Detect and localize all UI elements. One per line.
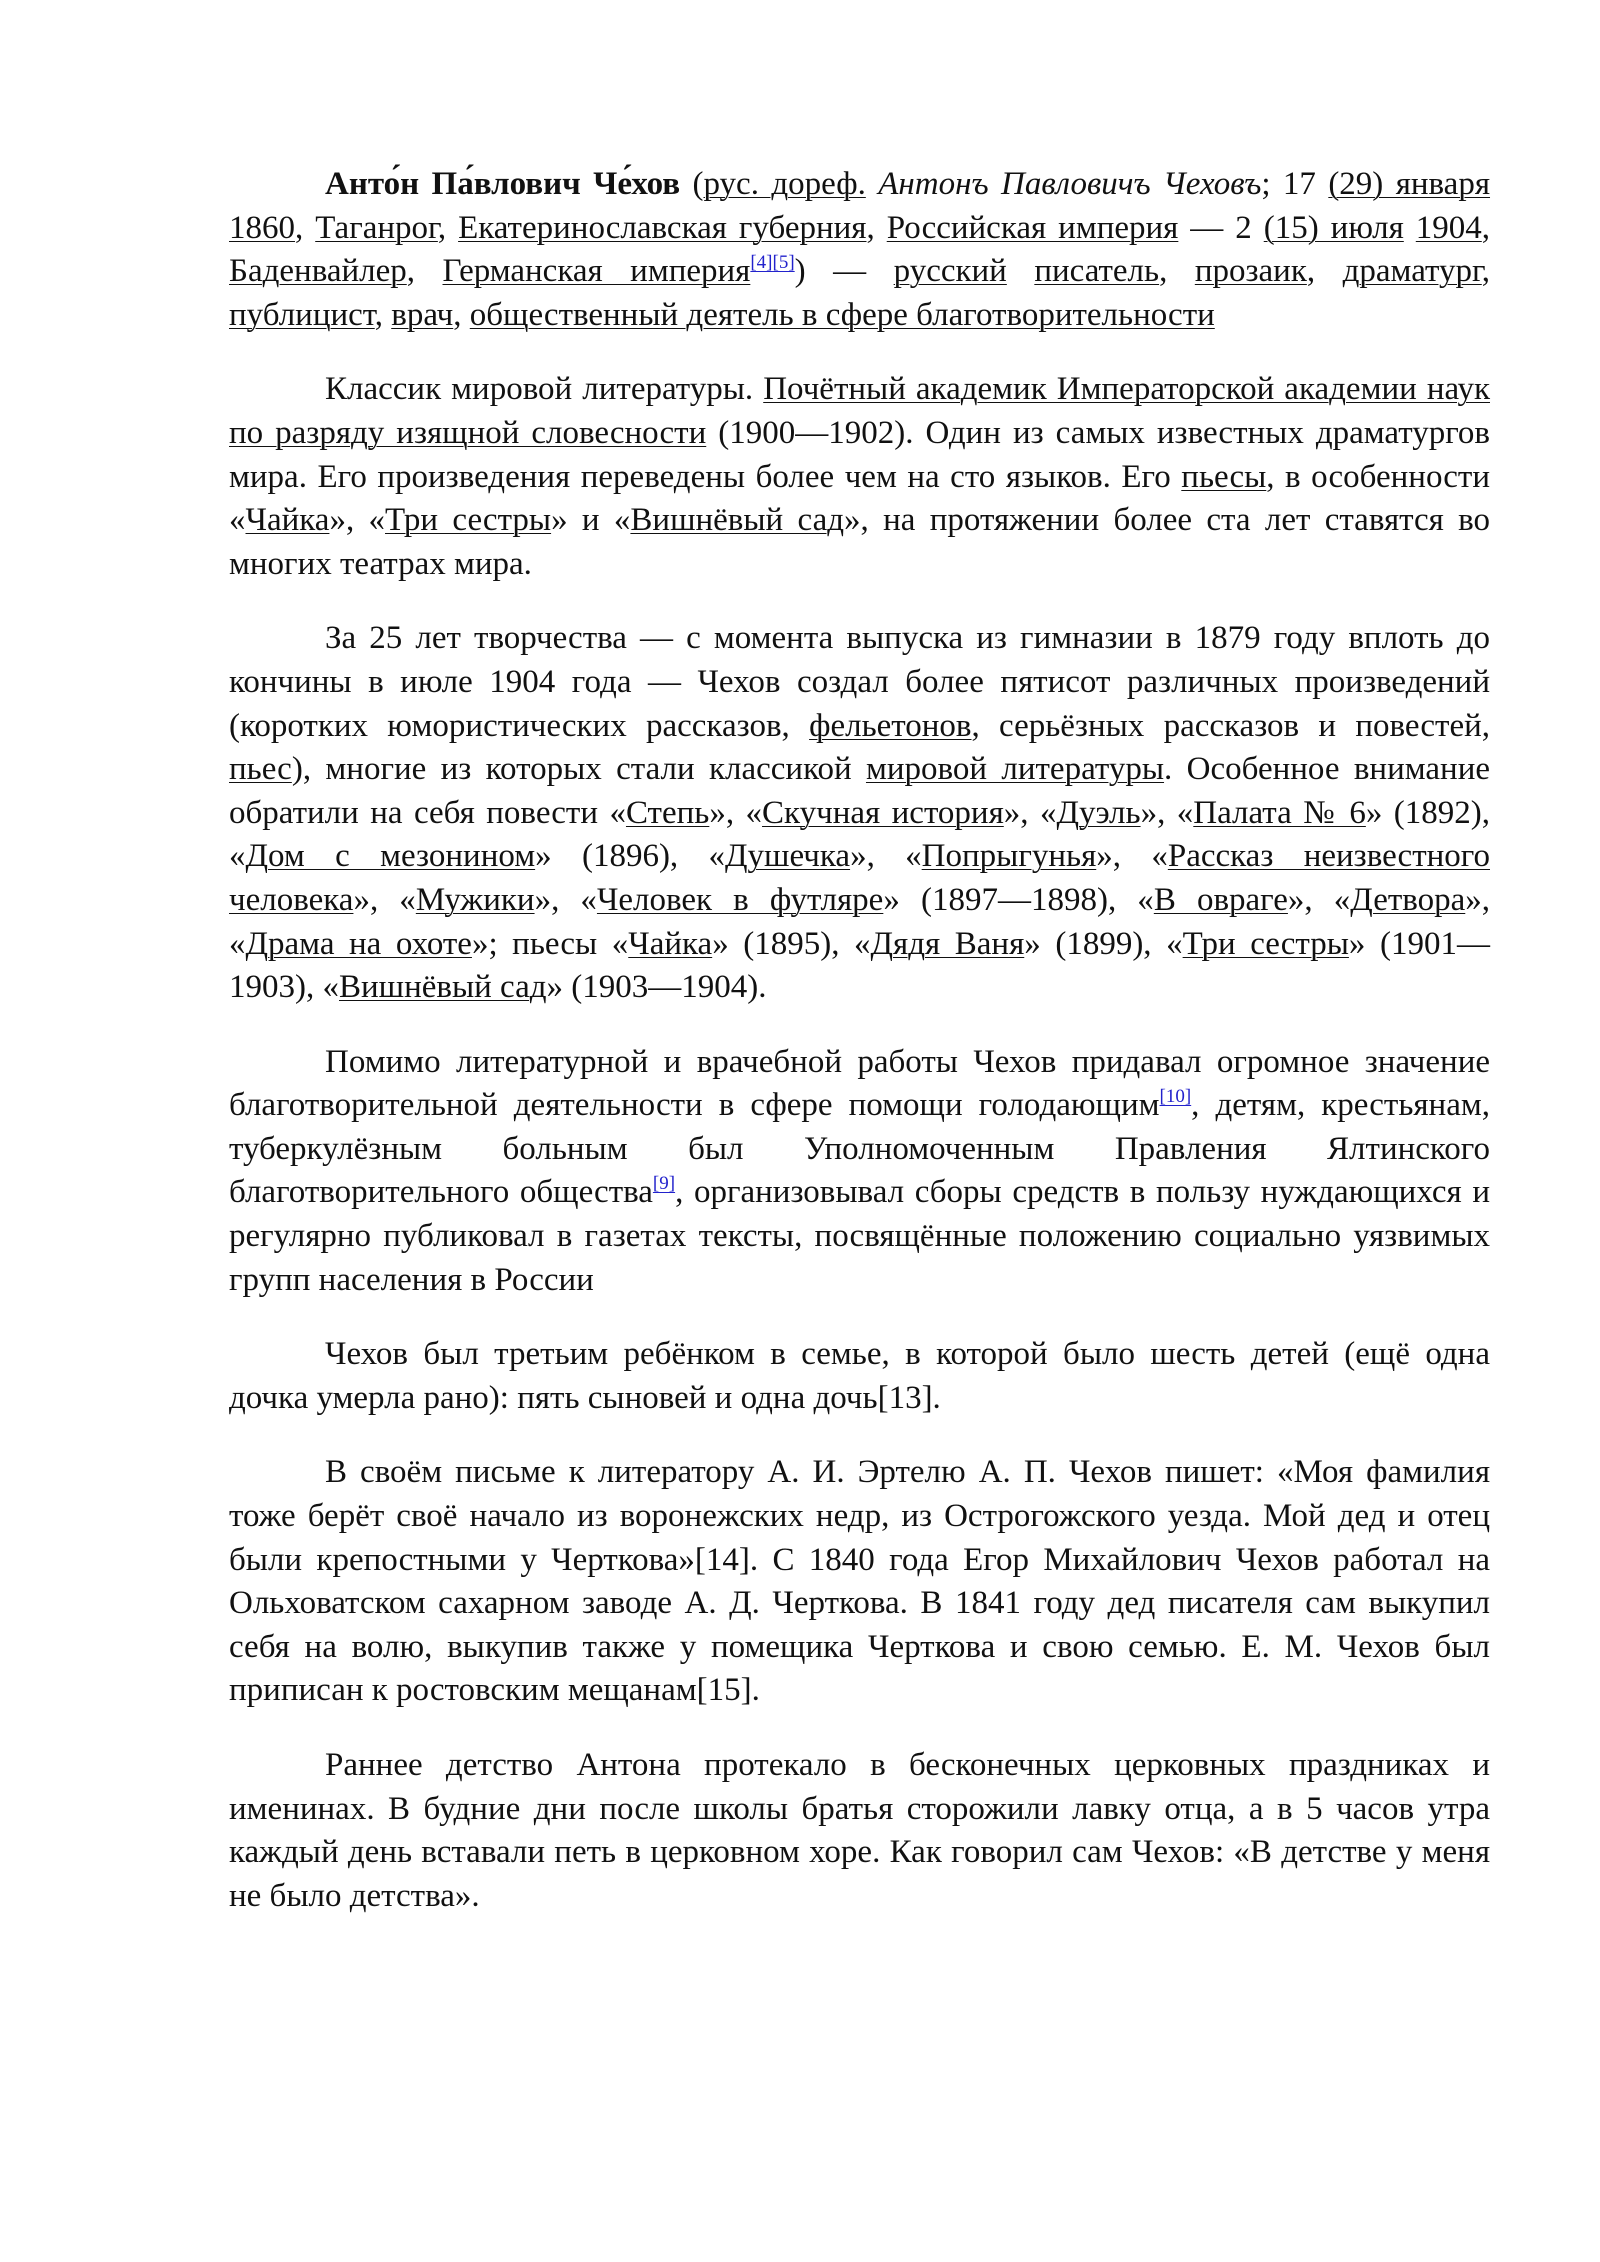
- intro-paragraph: Анто́н Па́влович Че́хов (рус. дореф. Антонъ Павловичъ Чеховъ; 17 (29) января 1860, Таганрог, Екатеринославская губерния, Российская империя — 2 (15) июля 1904, Баденвайлер, Германская империя[4][5]) — русский писатель, прозаик, драматург, публицист, врач, общественный деятель в сфере благотворительности: [229, 166, 1491, 333]
- link-rus-doref[interactable]: рус. дореф.: [703, 166, 866, 202]
- link-russian[interactable]: русский: [893, 253, 1007, 290]
- link-three-sisters-2[interactable]: Три сестры: [1182, 925, 1349, 962]
- link-chaika[interactable]: Чайка: [245, 502, 330, 539]
- link-cherry-orchard[interactable]: Вишнёвый сад: [630, 502, 845, 539]
- link-15-july[interactable]: (15) июля: [1263, 209, 1404, 246]
- family-paragraph: Чехов был третьим ребёнком в семье, в которой было шесть детей (ещё одна дочка умерла рано): пять сыновей и одна дочь[13].: [229, 1336, 1490, 1416]
- link-cherry-orchard-2[interactable]: Вишнёвый сад: [339, 969, 547, 1006]
- link-29-january[interactable]: (29) января: [1328, 166, 1491, 202]
- link-prose-writer[interactable]: прозаик: [1194, 253, 1307, 290]
- letter-paragraph: В своём письме к литератору А. И. Эртелю А. П. Чехов пишет: «Моя фамилия тоже берёт своё начало из воронежских недр, из Острогожского уезда. Мой дед и отец были крепостными у Черткова»[14]. С 1840 года Егор Михайлович Чехов работал на Ольховатском сахарном заводе А. Д. Черткова. В 1841 году дед писателя сам выкупил себя на волю, выкупив также у помещика Черткова и свою семью. Е. М. Чехов был приписан к ростовским мещанам[15].: [229, 1454, 1490, 1709]
- link-steppe[interactable]: Степь: [625, 794, 710, 831]
- classic-paragraph: Классик мировой литературы. Почётный академик Императорской академии наук по разряду изящной словесности (1900—1902). Один из самых известных драматургов мира. Его произведения переведены более чем на сто языков. Его пьесы, в особенности «Чайка», «Три сестры» и «Вишнёвый сад», на протяжении более ста лет ставятся во многих театрах мира.: [229, 371, 1490, 582]
- footnote-refs: [750, 252, 794, 273]
- document-page: [229, 163, 1490, 1949]
- link-peasants[interactable]: Мужики: [415, 881, 535, 918]
- link-1904[interactable]: 1904: [1415, 209, 1482, 246]
- footnote-refs-10: [1160, 1086, 1192, 1107]
- link-plays-2[interactable]: пьес: [229, 751, 292, 788]
- link-ward-6[interactable]: Палата № 6: [1193, 794, 1366, 831]
- footnote-ref-10[interactable]: [10]: [1159, 1086, 1192, 1108]
- footnote-ref-5[interactable]: [5]: [772, 252, 795, 274]
- link-plays[interactable]: пьесы: [1181, 458, 1267, 495]
- link-hunting-drama[interactable]: Драма на охоте: [245, 925, 472, 962]
- link-boring-story[interactable]: Скучная история: [762, 794, 1004, 831]
- subject-name: Анто́н Па́влович Че́хов: [325, 166, 681, 202]
- link-chaika-2[interactable]: Чайка: [628, 925, 713, 962]
- link-world-literature[interactable]: мировой литературы: [865, 751, 1165, 788]
- link-darling[interactable]: Душечка: [725, 838, 851, 875]
- link-children[interactable]: Детвора: [1350, 881, 1466, 918]
- link-writer[interactable]: писатель: [1034, 253, 1160, 290]
- link-german-empire[interactable]: Германская империя: [442, 253, 751, 290]
- link-in-the-ravine[interactable]: В овраге: [1153, 881, 1288, 918]
- charity-paragraph: Помимо литературной и врачебной работы Чехов придавал огромное значение благотворительной деятельности в сфере помощи голодающим[10], детям, крестьянам, туберкулёзным больным был Уполномоченным Правления Ялтинского благотворительного общества[9], организовывал сборы средств в пользу нуждающихся и регулярно публиковал в газетах тексты, посвящённые положению социально уязвимых групп населения в России: [229, 1043, 1490, 1298]
- link-duel[interactable]: Дуэль: [1056, 794, 1141, 831]
- link-uncle-vanya[interactable]: Дядя Ваня: [870, 925, 1025, 962]
- link-feuilletons[interactable]: фельетонов: [809, 707, 972, 744]
- link-unknown-man[interactable]: Рассказ неизвестного человека: [229, 838, 1490, 918]
- link-russian-empire[interactable]: Российская империя: [886, 209, 1179, 246]
- link-house-mezzanine[interactable]: Дом с мезонином: [245, 838, 536, 875]
- footnote-ref-9[interactable]: [9]: [652, 1173, 676, 1195]
- link-playwright[interactable]: драматург: [1342, 253, 1482, 290]
- link-taganrog[interactable]: Таганрог: [315, 209, 438, 246]
- link-honorary-academic[interactable]: Почётный академик Императорской академии наук по разряду изящной словесности: [229, 371, 1490, 451]
- link-doctor[interactable]: врач: [391, 296, 454, 333]
- link-badenweiler[interactable]: Баденвайлер: [229, 253, 407, 290]
- link-grasshopper[interactable]: Попрыгунья: [921, 838, 1097, 875]
- childhood-paragraph: Раннее детство Антона протекало в бесконечных церковных праздниках и именинах. В будние дни после школы братья сторожили лавку отца, а в 5 часов утра каждый день вставали петь в церковном хоре. Как говорил сам Чехов: «В детстве у меня не было детства».: [229, 1747, 1490, 1914]
- footnote-refs-9: [653, 1173, 675, 1194]
- footnote-ref-4[interactable]: [4]: [750, 252, 773, 274]
- works-paragraph: За 25 лет творчества — с момента выпуска из гимназии в 1879 году вплоть до кончины в июле 1904 года — Чехов создал более пятисот различных произведений (коротких юмористических рассказов, фельетонов, серьёзных рассказов и повестей, пьес), многие из которых стали классикой мировой литературы. Особенное внимание обратили на себя повести «Степь», «Скучная история», «Дуэль», «Палата № 6» (1892), «Дом с мезонином» (1896), «Душечка», «Попрыгунья», «Рассказ неизвестного человека», «Мужики», «Человек в футляре» (1897—1898), «В овраге», «Детвора», «Драма на охоте»; пьесы «Чайка» (1895), «Дядя Ваня» (1899), «Три сестры» (1901—1903), «Вишнёвый сад» (1903—1904).: [229, 620, 1491, 1006]
- link-three-sisters[interactable]: Три сестры: [385, 502, 552, 539]
- link-public-figure[interactable]: общественный деятель в сфере благотворительности: [469, 296, 1215, 333]
- link-man-in-case[interactable]: Человек в футляре: [596, 881, 884, 918]
- link-publicist[interactable]: публицист: [229, 296, 375, 333]
- old-orthography-name: Антонъ Павловичъ Чеховъ: [865, 166, 1262, 202]
- link-ekaterinoslav-guberniya[interactable]: Екатеринославская губерния: [458, 209, 867, 246]
- link-1860[interactable]: 1860: [229, 209, 295, 246]
